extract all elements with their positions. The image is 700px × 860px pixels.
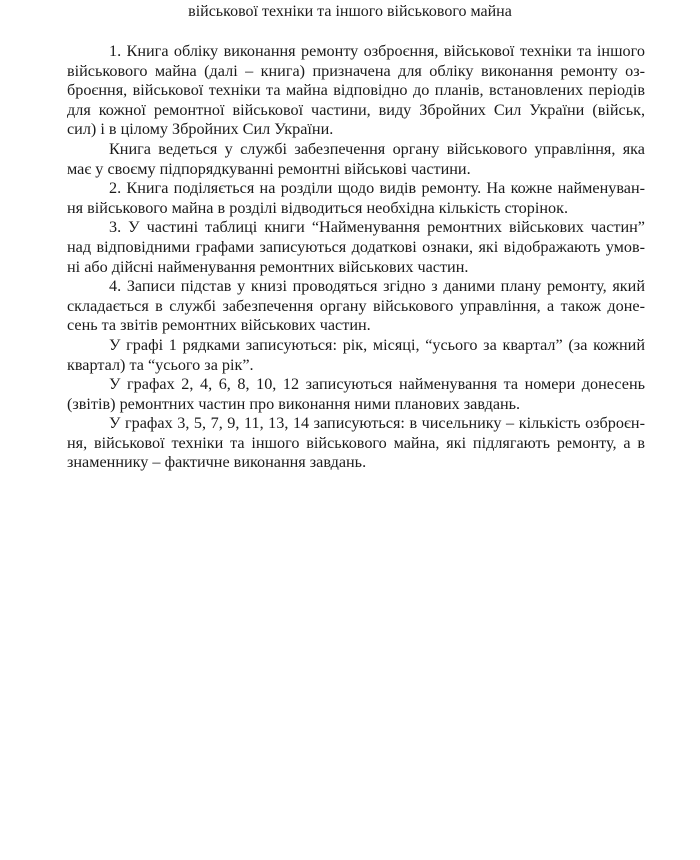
text-line: складається в службі забезпечення органу військового управління, а також доне- [67, 296, 645, 315]
text-line: 2. Книга поділяється на розділи щодо видів ремонту. На кожне найменуван- [109, 179, 645, 198]
text-line: 3. У частині таблиці книги “Найменування ремонтних військових частин” [109, 218, 645, 237]
paragraph-5 [67, 277, 645, 336]
paragraph-3 [67, 179, 645, 218]
text-line: броєння, військової техніки та майна відповідно до планів, встановлених періодів [67, 81, 645, 100]
title-continuation: військової техніки та іншого військового майна [188, 3, 512, 20]
paragraph-4 [67, 218, 645, 277]
text-line: над відповідними графами записуються додаткові ознаки, які відображають умов- [67, 237, 645, 256]
paragraph-8 [67, 414, 645, 473]
body-text [67, 42, 645, 473]
text-line: ні або дійсні найменування ремонтних військових частин. [67, 257, 469, 276]
text-line: У графах 3, 5, 7, 9, 11, 13, 14 записуються: в чисельнику – кількість озброєн- [109, 414, 645, 433]
text-line: військового майна (далі – книга) призначена для обліку виконання ремонту оз- [67, 61, 645, 80]
text-line: ня, військової техніки та іншого військового майна, які підлягають ремонту, а в [67, 433, 645, 452]
paragraph-6 [67, 336, 645, 375]
text-line: (звітів) ремонтних частин про виконання ними планових завдань. [67, 394, 521, 413]
text-line: має у своєму підпорядкуванні ремонтні військові частини. [67, 159, 471, 178]
paragraph-1 [67, 42, 645, 140]
paragraph-2 [67, 140, 645, 179]
text-line: Книга ведеться у службі забезпечення органу військового управління, яка [109, 139, 645, 158]
text-line: ня військового майна в розділі відводиться необхідна кількість сторінок. [67, 198, 568, 217]
text-line: 4. Записи підстав у книзі проводяться згідно з даними плану ремонту, який [109, 277, 645, 296]
paragraph-7 [67, 375, 645, 414]
text-line: сил) і в цілому Збройних Сил України. [67, 120, 334, 139]
text-line: сень та звітів ремонтних військових частин. [67, 316, 371, 335]
text-line: знаменнику – фактичне виконання завдань. [67, 453, 367, 472]
text-line: У графі 1 рядками записуються: рік, місяці, “усього за квартал” (за кожний [109, 335, 645, 354]
text-line: для кожної ремонтної військової частини, виду Збройних Сил України (військ, [67, 100, 645, 119]
text-line: квартал) та “усього за рік”. [67, 355, 254, 374]
text-line: У графах 2, 4, 6, 8, 10, 12 записуються найменування та номери донесень [109, 375, 645, 394]
text-line: 1. Книга обліку виконання ремонту озброєння, військової техніки та іншого [109, 42, 645, 60]
